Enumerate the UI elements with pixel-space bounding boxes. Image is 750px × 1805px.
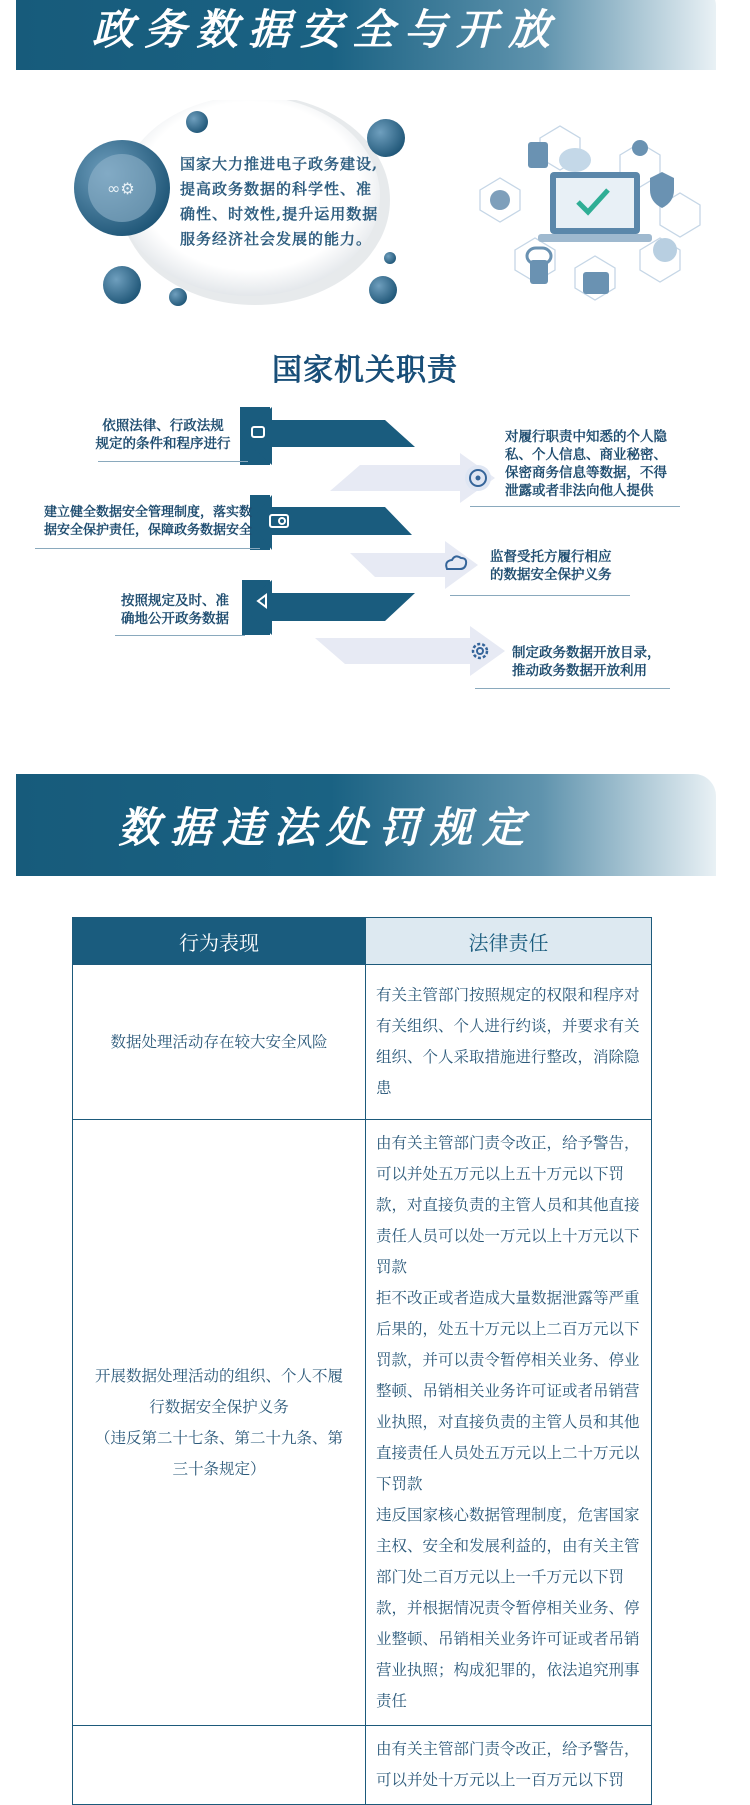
table-row [73,1726,652,1805]
table-header-row [73,918,652,965]
lock-circle-icon [465,465,491,491]
penalty-table [72,917,652,1805]
behavior-cell: 数据处理活动存在较大安全风险 [73,965,366,1120]
divider [450,595,630,596]
divider [98,461,248,462]
behavior-cell: 开展数据处理活动的组织、个人不履行数据安全保护义务 （违反第二十七条、第二十九条、第三十条规定） [73,1120,366,1726]
behavior-cell [73,1726,366,1805]
duty-right-3: 制定政务数据开放目录， 推动政务数据开放利用 [512,645,661,679]
liability-paragraph: 由有关主管部门责令改正，给予警告，可以并处五万元以上五十万元以下罚款，对直接负责的主管人员和其他直接责任人员可以处一万元以上十万元以下罚款 [376,1134,640,1276]
gear-icon [467,638,493,664]
table-row [73,965,652,1120]
liability-cell [366,1120,652,1726]
liability-paragraph: 违反国家核心数据管理制度，危害国家主权、安全和发展利益的，由有关主管部门处二百万元以上一千万元以下罚款，并根据情况责令暂停相关业务、停业整顿、吊销相关业务许可证或者吊销营业执照；构成犯罪的，依法追究刑事责任 [376,1506,640,1710]
liability-paragraph: 有关主管部门按照规定的权限和程序对有关组织、个人进行约谈，并要求有关组织、个人采取措施进行整改，消除隐患 [376,986,640,1097]
cloud-data-icon [442,552,468,578]
divider [470,506,680,507]
liability-paragraph: 由有关主管部门责令改正，给予警告，可以并处十万元以上一百万元以下罚 [376,1740,640,1789]
divider [115,635,245,636]
banner-title: 数据违法处罚规定 [117,803,534,852]
banner-penalty [16,774,716,876]
divider [475,688,670,689]
intro-text: 国家大力推进电子政务建设,提高政务数据的科学性、准确性、时效性,提升运用数据服务经济社会发展的能力。 [180,155,379,248]
table-row [73,1120,652,1726]
duty-right-2: 监督受托方履行相应 的数据安全保护义务 [490,549,612,583]
duty-left-1: 依照法律、行政法规 规定的条件和程序进行 [95,418,231,452]
liability-paragraph: 拒不改正或者造成大量数据泄露等严重后果的，处五十万元以上二百万元以下罚款，并可以责令暂停相关业务、停业整顿、吊销相关业务许可证或者吊销营业执照，对直接负责的主管人员和其他直接责任人员处五万元以上二十万元以下罚款 [376,1289,640,1493]
divider [35,548,260,549]
liability-cell [366,965,652,1120]
duty-right-1: 对履行职责中知悉的个人隐 私、个人信息、商业秘密、 保密商务信息等数据，不得 泄露或者非法向他人提供 [505,429,667,499]
svg-text:∞⚙: ∞⚙ [107,179,135,198]
duty-left-3: 按照规定及时、准 确地公开政务数据 [121,593,229,627]
banner-top [16,0,716,70]
banner-title: 政务数据安全与开放 [91,5,560,54]
liability-cell [366,1726,652,1805]
intro-illustration [60,100,710,330]
duty-left-2: 建立健全数据安全管理制度，落实数 据安全保护责任，保障政务数据安全 [43,505,252,538]
header-liability: 法律责任 [366,918,652,965]
header-behavior: 行为表现 [73,918,366,965]
duties-title: 国家机关职责 [272,353,458,388]
